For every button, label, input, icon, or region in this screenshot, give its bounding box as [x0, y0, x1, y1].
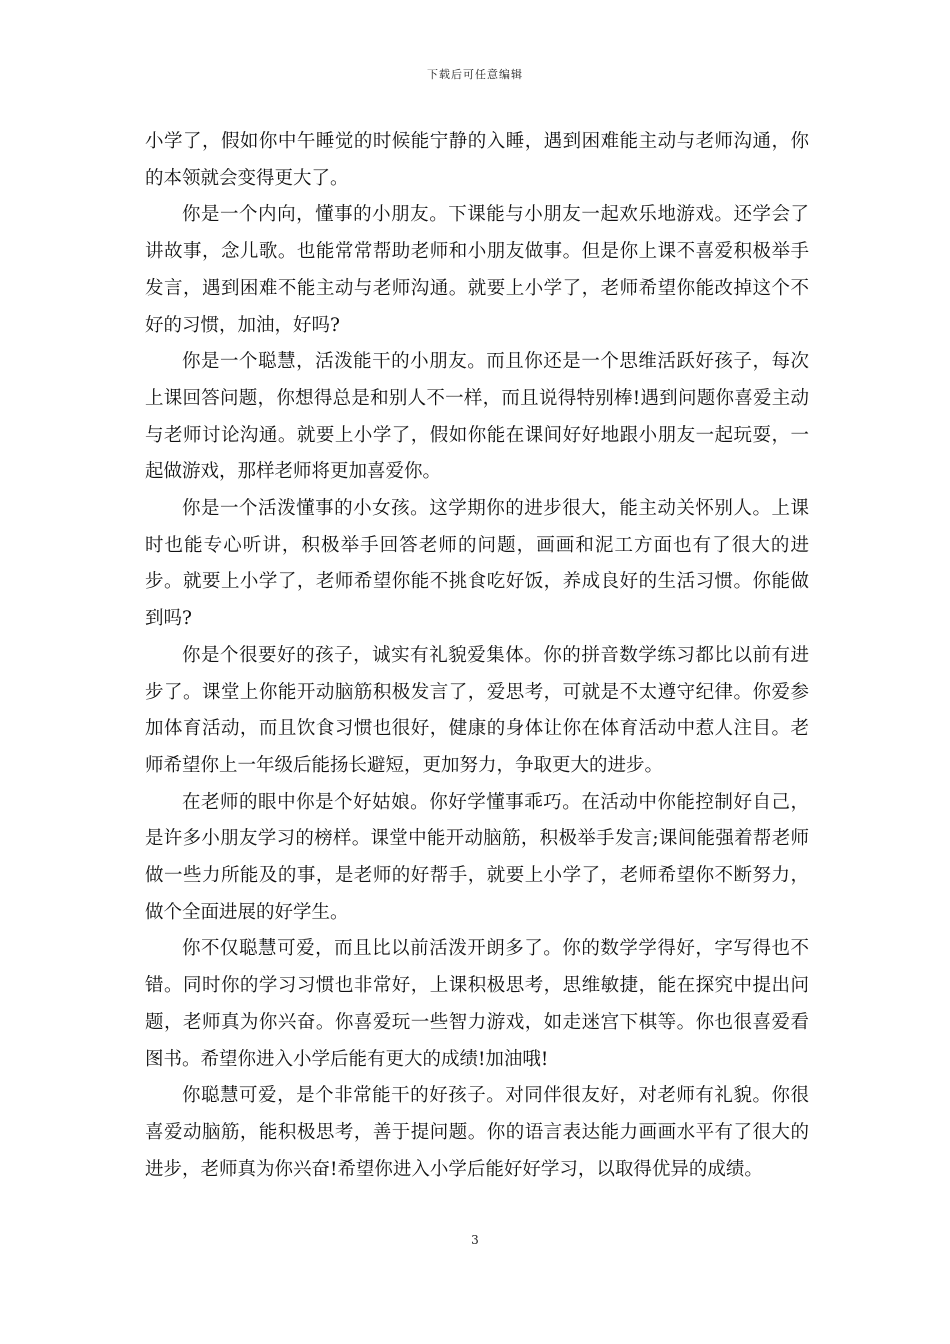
paragraph: 你聪慧可爱，是个非常能干的好孩子。对同伴很友好，对老师有礼貌。你很喜爱动脑筋，能积极思考，善于提问题。你的语言表达能力画画水平有了很大的进步，老师真为你兴奋!希望你进入小学后能好好学习，以取得优异的成绩。 [145, 1085, 809, 1180]
paragraph: 你是一个聪慧，活泼能干的小朋友。而且你还是一个思维活跃好孩子，每次上课回答问题，你想得总是和别人不一样，而且说得特别棒!遇到问题你喜爱主动与老师讨论沟通。就要上小学了，假如你能在课间好好地跟小朋友一起玩耍，一起做游戏，那样老师将更加喜爱你。 [145, 351, 809, 483]
document-body [145, 124, 809, 1188]
paragraph: 你是个很要好的孩子，诚实有礼貌爱集体。你的拼音数学练习都比以前有进步了。课堂上你能开动脑筋积极发言了，爱思考，可就是不太遵守纪律。你爱参加体育活动，而且饮食习惯也很好，健康的身体让你在体育活动中惹人注目。老师希望你上一年级后能扬长避短，更加努力，争取更大的进步。 [145, 644, 809, 776]
paragraph: 你是一个内向，懂事的小朋友。下课能与小朋友一起欢乐地游戏。还学会了讲故事，念儿歌。也能常常帮助老师和小朋友做事。但是你上课不喜爱积极举手发言，遇到困难不能主动与老师沟通。就要上小学了，老师希望你能改掉这个不好的习惯，加油，好吗? [145, 204, 809, 336]
page-number: 3 [471, 1233, 479, 1247]
paragraph: 你不仅聪慧可爱，而且比以前活泼开朗多了。你的数学学得好，字写得也不错。同时你的学习习惯也非常好，上课积极思考，思维敏捷，能在探究中提出问题，老师真为你兴奋。你喜爱玩一些智力游戏，如走迷宫下棋等。你也很喜爱看图书。希望你进入小学后能有更大的成绩!加油哦! [145, 938, 809, 1070]
paragraph: 你是一个活泼懂事的小女孩。这学期你的进步很大，能主动关怀别人。上课时也能专心听讲，积极举手回答老师的问题，画画和泥工方面也有了很大的进步。就要上小学了，老师希望你能不挑食吃好饭，养成良好的生活习惯。你能做到吗? [145, 498, 809, 630]
paragraph: 在老师的眼中你是个好姑娘。你好学懂事乖巧。在活动中你能控制好自己，是许多小朋友学习的榜样。课堂中能开动脑筋，积极举手发言;课间能强着帮老师做一些力所能及的事，是老师的好帮手，就要上小学了，老师希望你不断努力，做个全面进展的好学生。 [145, 791, 809, 923]
paragraph-continuation: 小学了，假如你中午睡觉的时候能宁静的入睡，遇到困难能主动与老师沟通，你的本领就会变得更大了。 [145, 131, 809, 189]
page-header: 下载后可任意编辑 [427, 68, 523, 81]
